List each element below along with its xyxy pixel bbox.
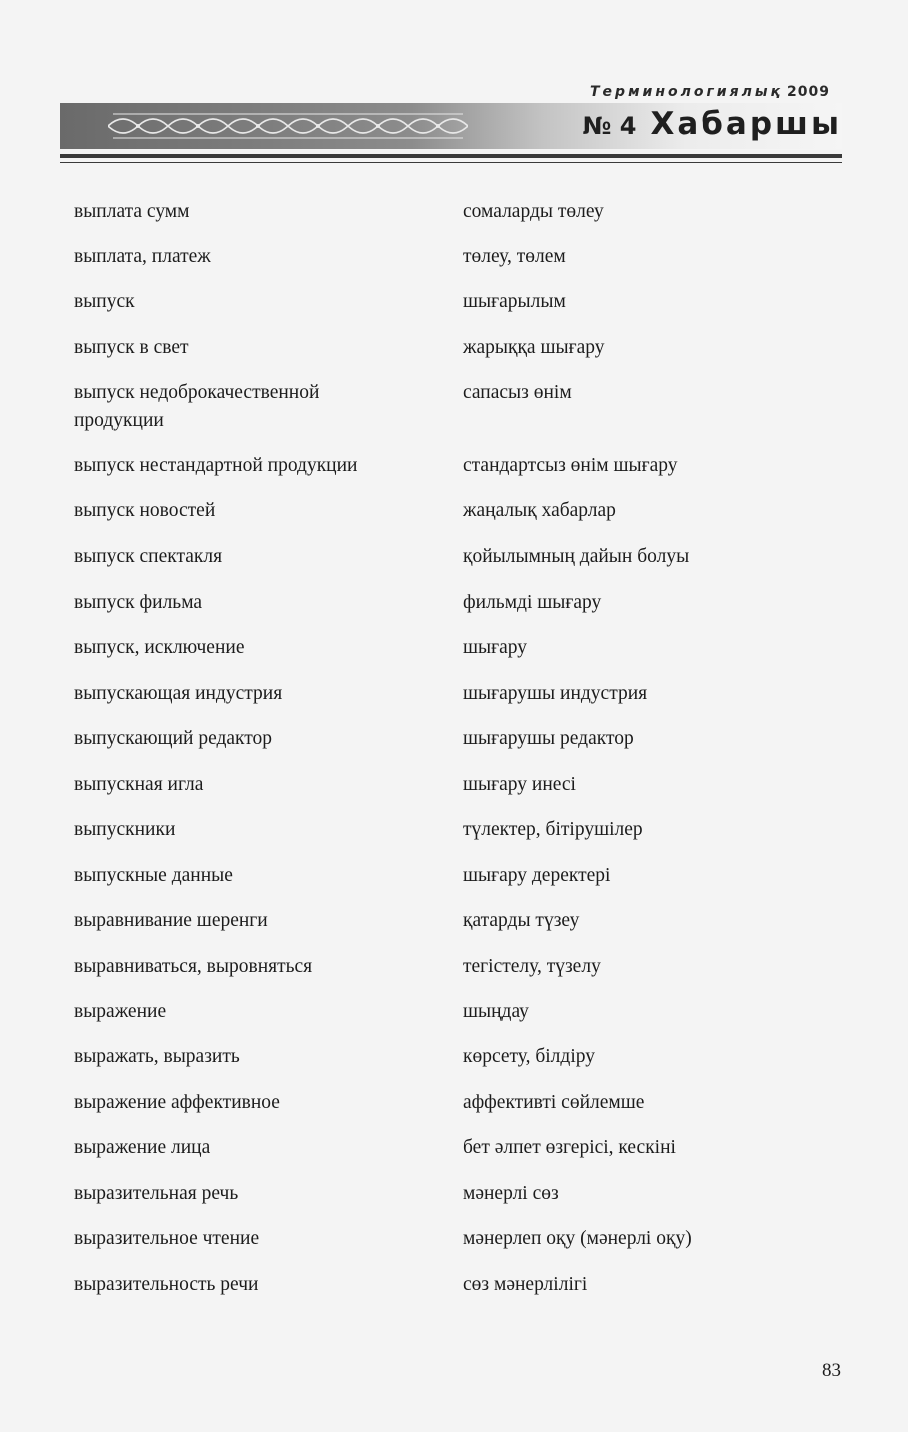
term-kz: қойылымның дайын болуы (463, 546, 690, 567)
term-ru: выражение лица (74, 1137, 211, 1158)
term-kz: мәнерлі сөз (463, 1183, 559, 1204)
term-kz: шыңдау (463, 1001, 529, 1022)
term-ru: выразительность речи (74, 1274, 259, 1295)
term-ru: выразительное чтение (74, 1228, 260, 1249)
term-kz: шығару инесі (463, 774, 576, 795)
term-kz: көрсету, білдіру (463, 1046, 595, 1067)
header-rule-thin (60, 162, 842, 163)
term-kz: бет әлпет өзгерісі, кескіні (463, 1137, 676, 1158)
term-ru-continued: продукции (74, 410, 164, 431)
term-kz: мәнерлеп оқу (мәнерлі оқу) (463, 1228, 692, 1249)
term-kz: жаңалық хабарлар (463, 500, 616, 521)
term-ru: выплата, платеж (74, 246, 211, 267)
ornament-pattern (108, 110, 468, 142)
term-kz: фильмді шығару (463, 592, 602, 613)
term-kz: шығарушы редактор (463, 728, 634, 749)
term-kz: түлектер, бітірушілер (463, 819, 643, 840)
term-kz: шығару деректері (463, 865, 611, 886)
term-kz: жарыққа шығару (463, 337, 605, 358)
journal-year: 2009 (787, 84, 830, 100)
term-ru: выразительная речь (74, 1183, 239, 1204)
term-ru: выпускники (74, 819, 176, 840)
term-kz: аффективті сөйлемше (463, 1092, 645, 1113)
term-ru: выравнивание шеренги (74, 910, 268, 931)
term-kz: шығарылым (463, 291, 566, 312)
term-ru: выпуск нестандартной продукции (74, 455, 358, 476)
term-ru: выпуск недоброкачественной (74, 382, 320, 403)
issue-label (583, 106, 842, 142)
term-ru: выплата сумм (74, 201, 190, 222)
term-kz: шығарушы индустрия (463, 683, 648, 704)
term-ru: выпуск новостей (74, 500, 216, 521)
term-ru: выпуск фильма (74, 592, 203, 613)
term-kz: стандартсыз өнім шығару (463, 455, 678, 476)
term-ru: выпуск (74, 291, 135, 312)
journal-title: Терминологиялық (590, 84, 784, 100)
journal-title-line (590, 84, 830, 100)
term-kz: шығару (463, 637, 528, 658)
term-ru: выпуск в свет (74, 337, 189, 358)
term-ru: выражение (74, 1001, 167, 1022)
term-kz: тегістелу, түзелу (463, 956, 601, 977)
term-ru: выравниваться, выровняться (74, 956, 313, 977)
term-ru: выражение аффективное (74, 1092, 280, 1113)
term-ru: выпуск спектакля (74, 546, 223, 567)
page-number: 83 (822, 1360, 841, 1381)
term-kz: қатарды түзеу (463, 910, 580, 931)
journal-name: Хабаршы (650, 106, 842, 142)
header-rule-thick (60, 154, 842, 158)
term-kz: сөз мәнерлілігі (463, 1274, 588, 1295)
term-kz: сомаларды төлеу (463, 201, 604, 222)
term-kz: төлеу, төлем (463, 246, 566, 267)
term-ru: выпуск, исключение (74, 637, 245, 658)
term-ru: выпускающий редактор (74, 728, 273, 749)
term-ru: выпускающая индустрия (74, 683, 283, 704)
term-ru: выпускная игла (74, 774, 204, 795)
term-ru: выпускные данные (74, 865, 233, 886)
issue-number: № 4 (582, 112, 637, 140)
term-ru: выражать, выразить (74, 1046, 240, 1067)
term-kz: сапасыз өнім (463, 382, 572, 403)
